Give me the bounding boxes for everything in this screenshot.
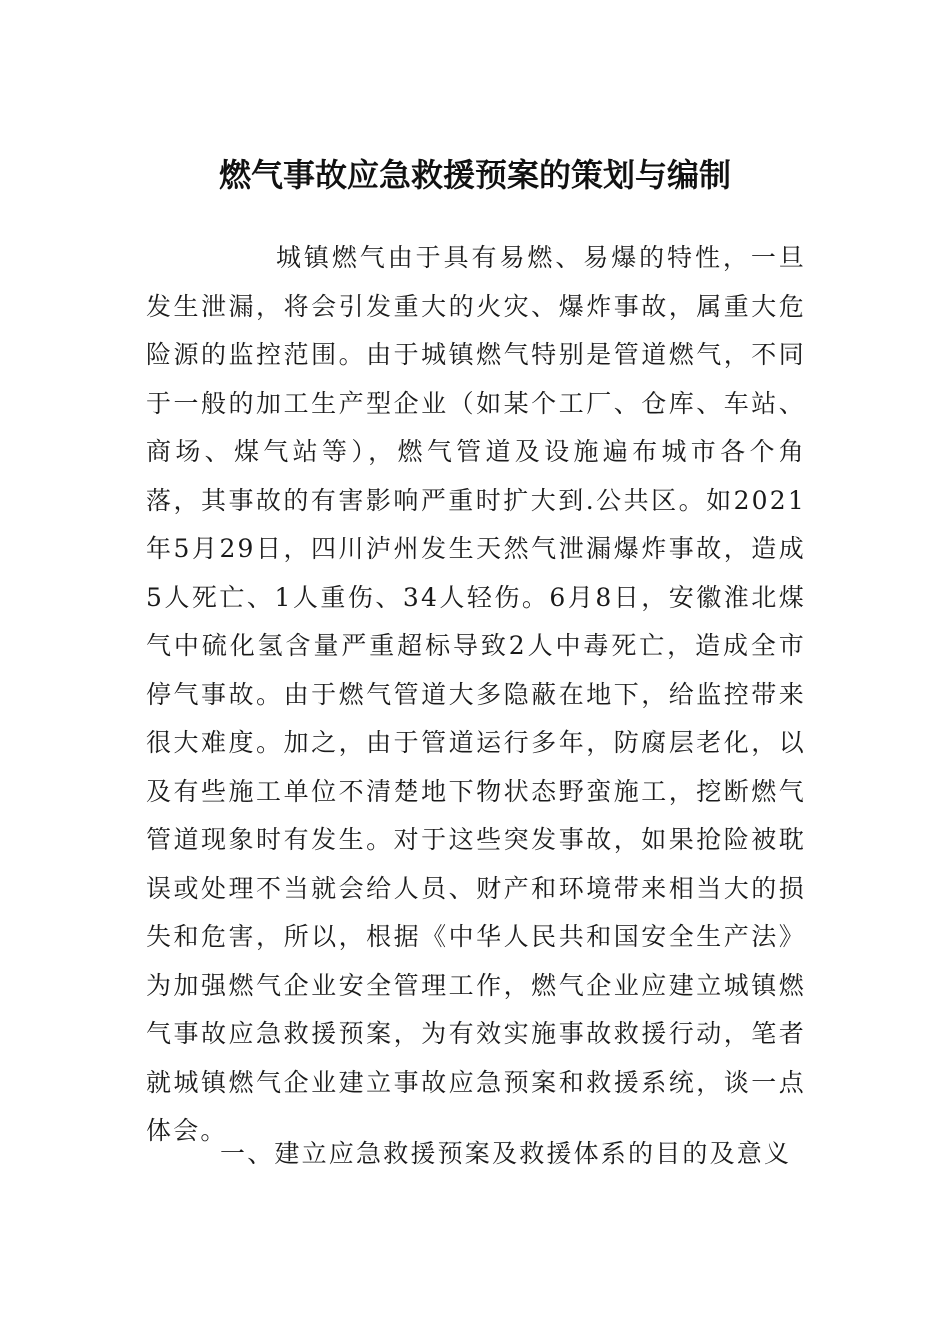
section-heading: 一、建立应急救援预案及救援体系的目的及意义 — [220, 1139, 792, 1168]
body-paragraph: 城镇燃气由于具有易燃、易爆的特性，一旦发生泄漏，将会引发重大的火灾、爆炸事故，属重大危险源的监控范围。由于城镇燃气特别是管道燃气，不同于一般的加工生产型企业（如某个工厂、仓库、车站、商场、煤气站等），燃气管道及设施遍布城市各个角落，其事故的有害影响严重时扩大到.公共区。如2021年5月29日，四川泸州发生天然气泄漏爆炸事故，造成5人死亡、1人重伤、34人轻伤。6月8日，安徽淮北煤气中硫化氢含量严重超标导致2人中毒死亡，造成全市停气事故。由于燃气管道大多隐蔽在地下，给监控带来很大难度。加之，由于管道运行多年，防腐层老化，以及有些施工单位不清楚地下物状态野蛮施工，挖断燃气管道现象时有发生。对于这些突发事故，如果抢险被耽误或处理不当就会给人员、财产和环境带来相当大的损失和危害，所以，根据《中华人民共和国安全生产法》为加强燃气企业安全管理工作，燃气企业应建立城镇燃气事故应急救援预案，为有效实施事故救援行动，笔者就城镇燃气企业建立事故应急预案和救援系统，谈一点体会。 — [146, 243, 806, 1145]
document-title: 燃气事故应急救援预案的策划与编制 — [218, 156, 731, 195]
